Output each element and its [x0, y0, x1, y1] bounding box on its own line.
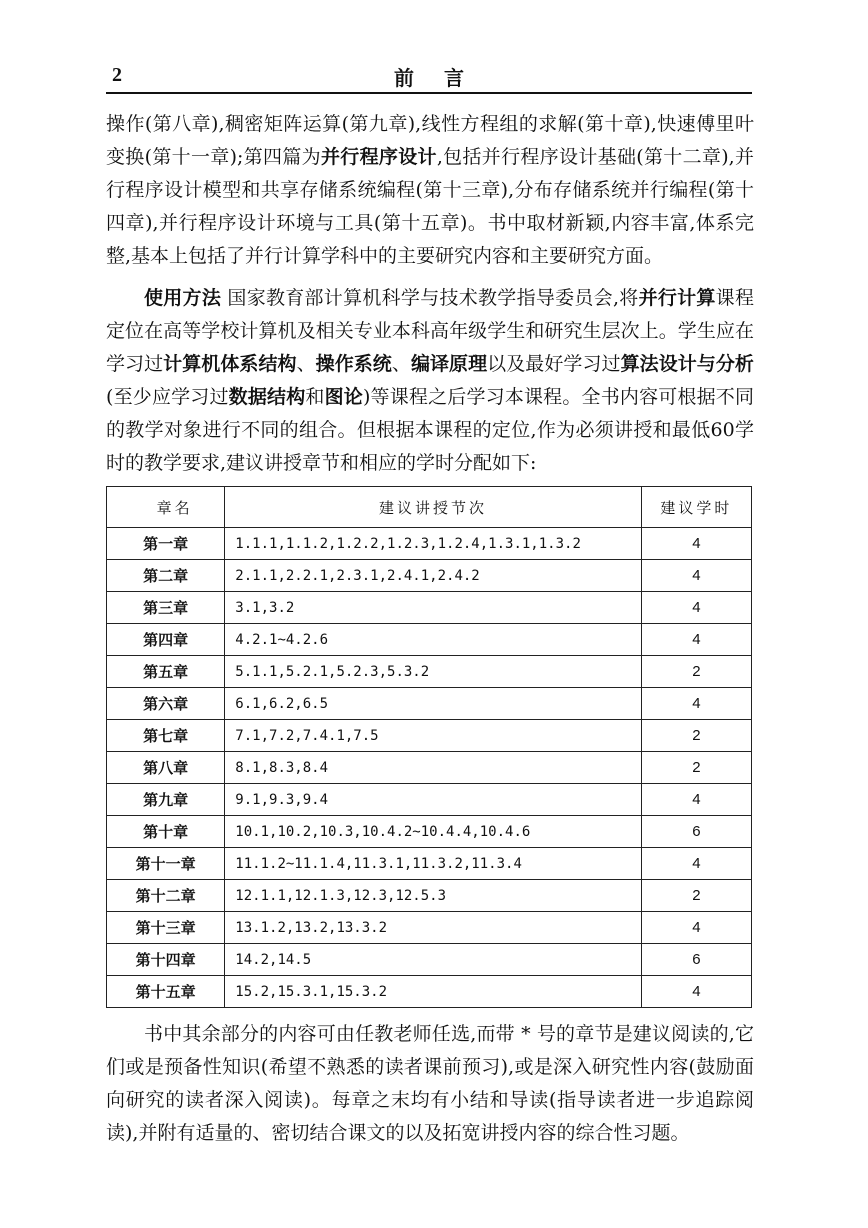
table-header-row — [107, 487, 752, 528]
table-row — [107, 528, 752, 560]
table-row — [107, 976, 752, 1008]
table-row — [107, 848, 752, 880]
chapter-cell: 第十四章 — [107, 944, 225, 976]
paragraph-usage-method — [106, 282, 754, 480]
text-run: (至少应学习过 — [106, 386, 229, 408]
hours-cell: 4 — [641, 784, 751, 816]
bold-term: 图论 — [324, 386, 363, 408]
hours-cell: 4 — [641, 560, 751, 592]
chapter-cell: 第四章 — [107, 624, 225, 656]
table-row — [107, 592, 752, 624]
text-run: 课程定位在高等学校计算机及相关专业本科高年级学生和研究生层次上。学生应在学习过 — [106, 287, 754, 375]
running-title: 前言 — [394, 66, 494, 90]
table-row — [107, 560, 752, 592]
chapter-cell: 第九章 — [107, 784, 225, 816]
hours-cell: 6 — [641, 816, 751, 848]
hours-cell: 4 — [641, 528, 751, 560]
sections-cell: 15.2,15.3.1,15.3.2 — [225, 976, 641, 1008]
text-run: 书中其余部分的内容可由任教老师任选,而带 * 号的章节是建议阅读的,它们或是预备性知识(希望不熟悉的读者课前预习),或是深入研究性内容(鼓励面向研究的读者深入阅读)。每章之末均有小结和导读(指导读者进一步追踪阅读),并附有适量的、密切结合课文的以及拓宽讲授内容的综合性习题。 — [106, 1023, 754, 1144]
sections-cell: 1.1.1,1.1.2,1.2.2,1.2.3,1.2.4,1.3.1,1.3.2 — [225, 528, 641, 560]
chapter-cell: 第十五章 — [107, 976, 225, 1008]
chapter-cell: 第二章 — [107, 560, 225, 592]
chapter-cell: 第十一章 — [107, 848, 225, 880]
hours-cell: 2 — [641, 880, 751, 912]
text-run: 、 — [296, 353, 316, 375]
hours-allocation-table — [106, 486, 752, 1008]
bold-term: 数据结构 — [228, 386, 306, 408]
header-rule — [106, 92, 752, 94]
hours-cell: 4 — [641, 848, 751, 880]
chapter-cell: 第十二章 — [107, 880, 225, 912]
text-run: 国家教育部计算机科学与技术教学指导委员会,将 — [221, 287, 639, 309]
bold-term: 并行程序设计 — [320, 146, 437, 168]
table-row — [107, 944, 752, 976]
sections-cell: 5.1.1,5.2.1,5.2.3,5.3.2 — [225, 656, 641, 688]
chapter-cell: 第八章 — [107, 752, 225, 784]
sections-cell: 7.1,7.2,7.4.1,7.5 — [225, 720, 641, 752]
chapter-cell: 第五章 — [107, 656, 225, 688]
hours-cell: 2 — [641, 656, 751, 688]
hours-cell: 4 — [641, 912, 751, 944]
sections-cell: 12.1.1,12.1.3,12.3,12.5.3 — [225, 880, 641, 912]
text-run: ,包括并行程序设计基础(第十二章),并行程序设计模型和共享存储系统编程(第十三章),分布存储系统并行编程(第十四章),并行程序设计环境与工具(第十五章)。书中取材新颖,内容丰富,体系完整,基本上包括了并行计算学科中的主要研究内容和主要研究方面。 — [106, 146, 754, 267]
sections-cell: 13.1.2,13.2,13.3.2 — [225, 912, 641, 944]
hours-cell: 2 — [641, 752, 751, 784]
hours-cell: 2 — [641, 720, 751, 752]
table-row — [107, 720, 752, 752]
chapter-cell: 第六章 — [107, 688, 225, 720]
bold-term: 计算机体系结构 — [163, 353, 297, 375]
text-run: 、 — [391, 353, 411, 375]
table-row — [107, 784, 752, 816]
table-row — [107, 880, 752, 912]
sections-cell: 10.1,10.2,10.3,10.4.2~10.4.4,10.4.6 — [225, 816, 641, 848]
bold-term: 使用方法 — [144, 287, 222, 309]
hours-cell: 4 — [641, 592, 751, 624]
page-number: 2 — [112, 64, 122, 86]
hours-cell: 6 — [641, 944, 751, 976]
table-row — [107, 624, 752, 656]
chapter-cell: 第十三章 — [107, 912, 225, 944]
sections-cell: 14.2,14.5 — [225, 944, 641, 976]
header-hours: 建议学时 — [641, 487, 751, 528]
chapter-cell: 第七章 — [107, 720, 225, 752]
sections-cell: 11.1.2~11.1.4,11.3.1,11.3.2,11.3.4 — [225, 848, 641, 880]
sections-cell: 6.1,6.2,6.5 — [225, 688, 641, 720]
sections-cell: 4.2.1~4.2.6 — [225, 624, 641, 656]
hours-cell: 4 — [641, 624, 751, 656]
bold-term: 操作系统 — [315, 353, 392, 375]
sections-cell: 3.1,3.2 — [225, 592, 641, 624]
page-header — [106, 62, 752, 90]
hours-cell: 4 — [641, 688, 751, 720]
header-sections: 建议讲授节次 — [225, 487, 641, 528]
chapter-cell: 第三章 — [107, 592, 225, 624]
table-row — [107, 752, 752, 784]
table-row — [107, 912, 752, 944]
table-row — [107, 656, 752, 688]
chapter-cell: 第十章 — [107, 816, 225, 848]
text-run: 以及最好学习过 — [487, 353, 621, 375]
bold-term: 编译原理 — [410, 353, 488, 375]
paragraph-intro-continued — [106, 108, 754, 273]
table-row — [107, 688, 752, 720]
text-run: )等课程之后学习本课程。全书内容可根据不同的教学对象进行不同的组合。但根据本课程的定位,作为必须讲授和最低60学时的教学要求,建议讲授章节和相应的学时分配如下: — [106, 386, 754, 474]
text-run: 操作(第八章),稠密矩阵运算(第九章),线性方程组的求解(第十章),快速傅里叶变换(第十一章);第四篇为 — [106, 113, 754, 168]
text-run: 和 — [305, 386, 325, 408]
bold-term: 并行计算 — [638, 287, 716, 309]
header-chapter: 章名 — [107, 487, 225, 528]
paragraph-remarks — [106, 1018, 754, 1150]
hours-cell: 4 — [641, 976, 751, 1008]
sections-cell: 8.1,8.3,8.4 — [225, 752, 641, 784]
chapter-cell: 第一章 — [107, 528, 225, 560]
table-row — [107, 816, 752, 848]
sections-cell: 9.1,9.3,9.4 — [225, 784, 641, 816]
table-body — [107, 528, 752, 1008]
sections-cell: 2.1.1,2.2.1,2.3.1,2.4.1,2.4.2 — [225, 560, 641, 592]
bold-term: 算法设计与分析 — [620, 353, 754, 375]
